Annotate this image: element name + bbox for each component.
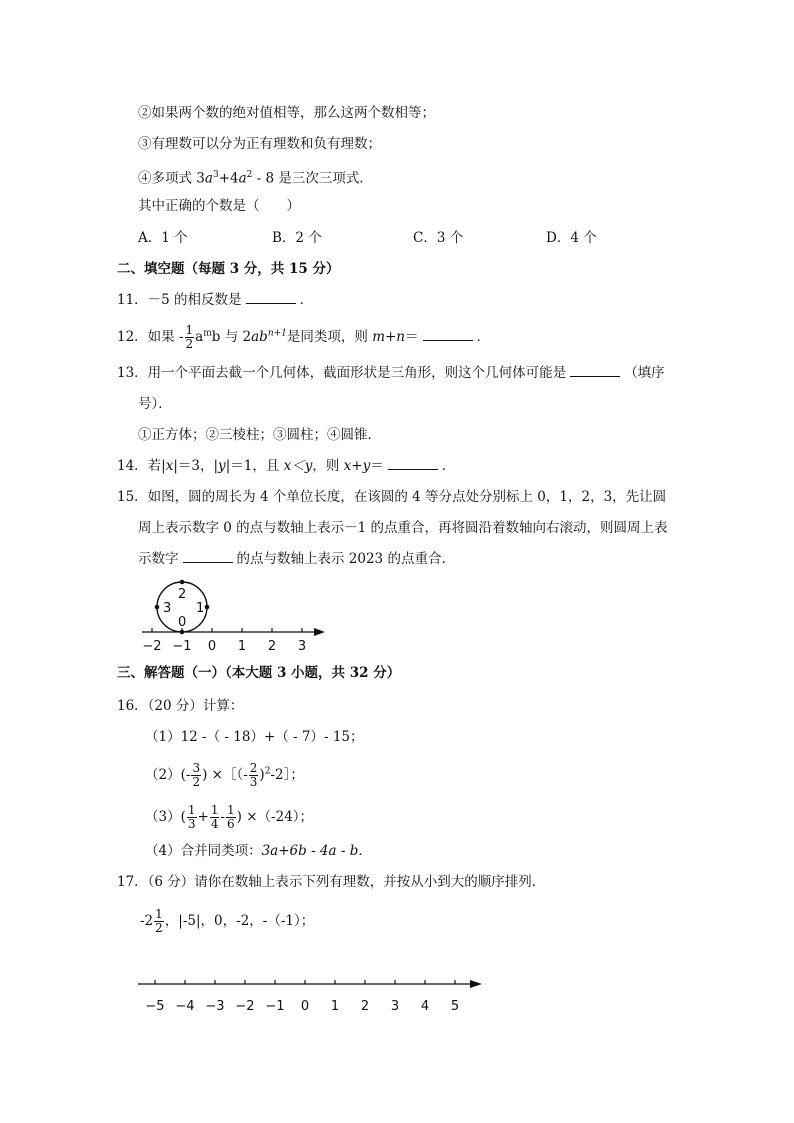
circle-label-3: 3 <box>163 601 172 616</box>
fig1-tick-label: −2 <box>142 639 162 654</box>
question-11: 11．－5 的相反数是 ． <box>117 292 314 308</box>
question-13-line-1: 13．用一个平面去截一个几何体，截面形状是三角形，则这个几何体可能是 （填序 <box>117 365 665 381</box>
circle-label-1: 1 <box>196 601 205 616</box>
fraction: $\frac{1}{2}$ <box>185 323 194 351</box>
fig1-tick-label: 0 <box>207 639 217 654</box>
section-3-title: 三、解答题（一）（本大题 3 小题，共 32 分） <box>117 665 401 681</box>
answer-blank <box>388 457 438 470</box>
answer-blank <box>183 550 233 563</box>
option-d: D．4 个 <box>546 230 597 246</box>
fig2-tick-label: −3 <box>205 999 225 1014</box>
question-16-part-4: （4）合并同类项：3a+6b - 4a - b． <box>145 843 372 859</box>
question-16-part-2: （2）(- $\frac{3}{2}$ ) ×［（- $\frac{2}{3}$ )$^2$-2］； <box>145 761 304 789</box>
fig2-tick-label: 3 <box>390 999 400 1014</box>
fig2-tick-label: 1 <box>330 999 340 1014</box>
fig1-tick-label: 3 <box>297 639 307 654</box>
option-c: C．3 个 <box>413 230 464 246</box>
fig2-tick-label: −5 <box>145 999 165 1014</box>
number-line-arrow <box>470 980 482 988</box>
question-12: 12．如果 - $\frac{1}{2}$ $a^mb$ 与 $2ab^{n+1}$是同类项，则 m+n＝ ． <box>117 323 490 351</box>
answer-blank <box>246 291 296 304</box>
circle-label-2: 2 <box>178 587 187 602</box>
fig1-tick-label: 1 <box>237 639 247 654</box>
statement-2: ②如果两个数的绝对值相等，那么这两个数相等； <box>138 105 435 121</box>
fig2-tick-label: −1 <box>265 999 285 1014</box>
question-15-line-2: 周上表示数字 0 的点与数轴上表示－1 的点重合，再将圆沿着数轴向右滚动，则圆周上表 <box>138 520 668 536</box>
fig2-tick-label: 5 <box>450 999 460 1014</box>
fig2-tick-label: 4 <box>420 999 430 1014</box>
option-a: A．1 个 <box>138 230 188 246</box>
option-b: B．2 个 <box>272 230 322 246</box>
question-16-head: 16．（20 分）计算： <box>117 698 244 714</box>
circle-label-0: 0 <box>178 615 187 630</box>
answer-blank <box>570 364 620 377</box>
section-2-title: 二、填空题（每题 3 分，共 15 分） <box>117 261 340 277</box>
fig2-tick-label: −2 <box>235 999 255 1014</box>
question-16-part-1: （1）12 -（ - 18）+（ - 7）- 15； <box>145 729 364 745</box>
circle-point-left <box>155 605 160 610</box>
number-line-arrow <box>314 628 325 636</box>
fig1-tick-label: 2 <box>267 639 277 654</box>
circle-point-top <box>180 580 185 585</box>
fig1-tick-label: −1 <box>172 639 192 654</box>
fig2-tick-label: 2 <box>360 999 370 1014</box>
question-17-head: 17．（6 分）请你在数轴上表示下列有理数，并按从小到大的顺序排列． <box>117 874 546 890</box>
question-13-options: ①正方体；②三棱柱；③圆柱；④圆锥． <box>138 427 381 443</box>
question-10-ask: 其中正确的个数是（ ） <box>138 198 300 214</box>
question-13-line-2: 号）． <box>138 396 172 412</box>
circle-number-line-figure <box>130 578 340 658</box>
question-17-numbers: -2 $\frac{1}{2}$ ，|-5|，0，-2，-（-1）； <box>140 907 315 935</box>
circle-point-right <box>205 605 210 610</box>
answer-number-line <box>130 972 490 1017</box>
statement-4: ④多项式 $3a^3+4a^2 - 8$ 是三次三项式． <box>138 170 373 187</box>
question-15-line-3: 示数字 的点与数轴上表示 2023 的点重合． <box>138 551 455 567</box>
question-15-line-1: 15．如图，圆的周长为 4 个单位长度，在该圆的 4 等分点处分别标上 0，1，2，3，先让圆 <box>117 489 667 505</box>
answer-blank <box>423 328 473 341</box>
fig2-tick-label: −4 <box>175 999 195 1014</box>
question-16-part-3: （3）( $\frac{1}{3}$ + $\frac{1}{4}$ - $\frac{1}{6}$ ) ×（-24）； <box>145 803 314 831</box>
statement-3: ③有理数可以分为正有理数和负有理数； <box>138 136 381 152</box>
question-14: 14．若|x|＝3，|y|＝1，且 x＜y，则 x+y＝ ． <box>117 458 456 474</box>
fig2-tick-label: 0 <box>300 999 310 1014</box>
